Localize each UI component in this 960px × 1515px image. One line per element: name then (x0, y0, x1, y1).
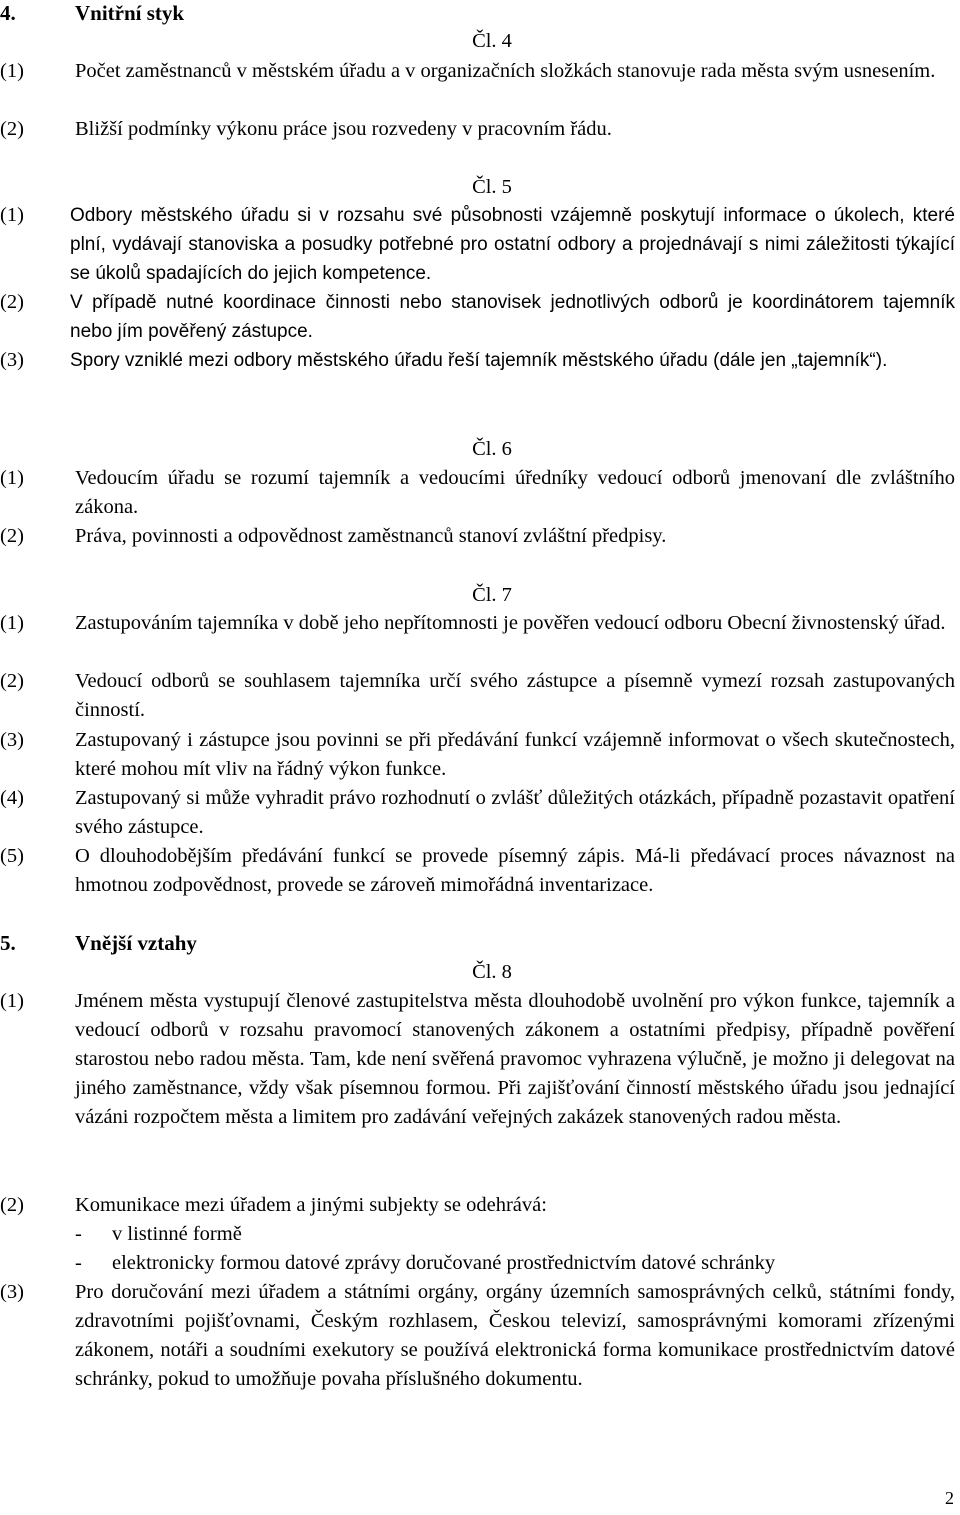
list-dash: - (75, 1252, 82, 1274)
paragraph-number: (1) (0, 467, 24, 489)
paragraph-text: Jménem města vystupují členové zastupitelstva města dlouhodobě uvolnění pro výkon funkce, tajemník a vedoucí odborů v rozsahu pravomocí stanovených zákonem a ostatními předpisy, případně pověření starostou nebo radou města. Tam, kde není svěřená pravomoc vyhrazena výlučně, je možno ji delegovat na jiného zaměstnance, vždy však písemnou formou. Při zajišťování činností městského úřadu jsou jednající vázáni rozpočtem města a limitem pro zadávání veřejných zakázek stanovených radou města. (75, 990, 955, 1128)
paragraph-text: Odbory městského úřadu si v rozsahu své působnosti vzájemně poskytují informace o úkolech, které plní, vydávají stanoviska a posudky potřebné pro ostatní odbory a projednávají s nimi záležitosti týkající se úkolů spadajících do jejich kompetence. (70, 205, 955, 284)
paragraph-number: (5) (0, 845, 24, 867)
article-heading: Čl. 6 (472, 438, 512, 460)
paragraph-number: (4) (0, 787, 24, 809)
paragraph-number: (3) (0, 729, 24, 751)
section-title: Vnitřní styk (75, 1, 185, 25)
article-heading: Čl. 4 (472, 30, 512, 52)
section-number: 5. (0, 931, 16, 955)
paragraph-number: (1) (0, 612, 24, 634)
article-heading: Čl. 7 (472, 584, 512, 606)
page-number: 2 (945, 1488, 954, 1508)
paragraph-number: (2) (0, 291, 24, 313)
paragraph-number: (1) (0, 204, 24, 226)
paragraph-text: Bližší podmínky výkonu práce jsou rozvedeny v pracovním řádu. (75, 118, 612, 140)
paragraph-text: Spory vzniklé mezi odbory městského úřadu řeší tajemník městského úřadu (dále jen „tajemník“). (70, 350, 888, 371)
paragraph-text: Počet zaměstnanců v městském úřadu a v organizačních složkách stanovuje rada města svým usnesením. (75, 60, 936, 82)
paragraph-text: Vedoucím úřadu se rozumí tajemník a vedoucími úředníky vedoucí odborů jmenovaní dle zvláštního zákona. (75, 467, 955, 518)
paragraph-number: (3) (0, 1281, 24, 1303)
paragraph-number: (2) (0, 670, 24, 692)
section-number: 4. (0, 1, 16, 25)
section-title: Vnější vztahy (75, 931, 197, 955)
paragraph-number: (2) (0, 1194, 24, 1216)
article-heading: Čl. 5 (472, 176, 512, 198)
paragraph-text: O dlouhodobějším předávání funkcí se provede písemný zápis. Má-li předávací proces návaznost na hmotnou zodpovědnost, provede se zároveň mimořádná inventarizace. (75, 845, 955, 896)
list-item-text: elektronicky formou datové zprávy doručované prostřednictvím datové schránky (112, 1252, 776, 1274)
paragraph-text: Zastupováním tajemníka v době jeho nepřítomnosti je pověřen vedoucí odboru Obecní živnostenský úřad. (75, 612, 946, 634)
list-dash: - (75, 1223, 82, 1245)
list-item-text: v listinné formě (112, 1223, 242, 1245)
paragraph-text: Zastupovaný i zástupce jsou povinni se při předávání funkcí vzájemně informovat o všech skutečnostech, které mohou mít vliv na řádný výkon funkce. (75, 729, 955, 780)
paragraph-number: (2) (0, 118, 24, 140)
paragraph-number: (2) (0, 525, 24, 547)
article-heading: Čl. 8 (472, 961, 512, 983)
paragraph-number: (1) (0, 60, 24, 82)
paragraph-text: Pro doručování mezi úřadem a státními orgány, orgány územních samosprávných celků, státními fondy, zdravotními pojišťovnami, Českým rozhlasem, Českou televizí, samosprávnými komorami zřízenými zákonem, notáři a soudními exekutory se používá elektronická forma komunikace prostřednictvím datové schránky, pokud to umožňuje povaha příslušného dokumentu. (75, 1281, 955, 1390)
paragraph-number: (1) (0, 990, 24, 1012)
paragraph-text: Zastupovaný si může vyhradit právo rozhodnutí o zvlášť důležitých otázkách, případně pozastavit opatření svého zástupce. (75, 787, 955, 838)
paragraph-number: (3) (0, 349, 24, 371)
paragraph-text: Vedoucí odborů se souhlasem tajemníka určí svého zástupce a písemně vymezí rozsah zastupovaných činností. (75, 670, 955, 721)
paragraph-text: V případě nutné koordinace činnosti nebo stanovisek jednotlivých odborů je koordinátorem tajemník nebo jím pověřený zástupce. (70, 292, 955, 342)
paragraph-text: Komunikace mezi úřadem a jinými subjekty se odehrává: (75, 1194, 547, 1216)
paragraph-text: Práva, povinnosti a odpovědnost zaměstnanců stanoví zvláštní předpisy. (75, 525, 667, 547)
